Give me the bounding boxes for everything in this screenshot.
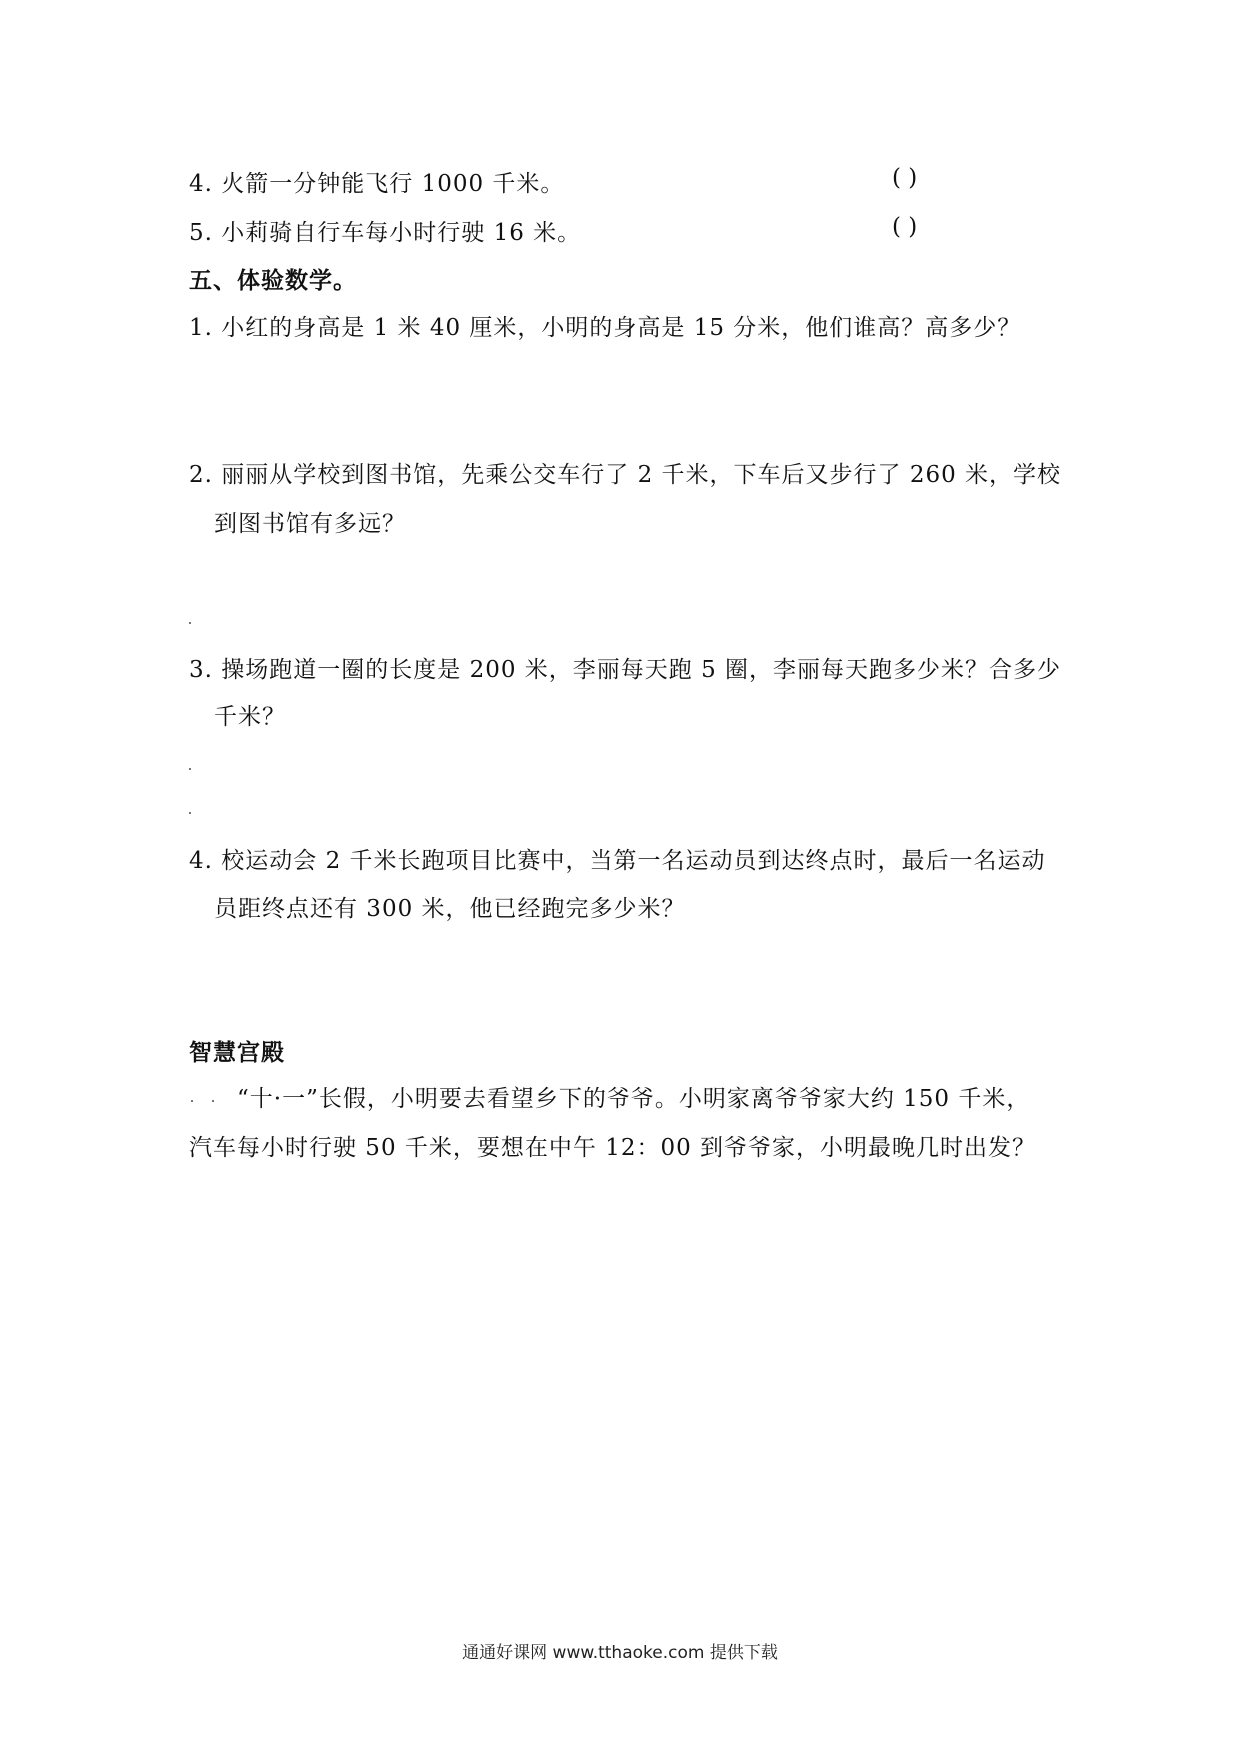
section-heading-5: 五、体验数学。 [189,268,357,294]
judge-item-4: 4. 火箭一分钟能飞行 1000 千米。 [189,171,565,197]
question-1: 1. 小红的身高是 1 米 40 厘米，小明的身高是 15 分米，他们谁高？高多少？ [189,315,1022,341]
palace-heading: 智慧宫殿 [189,1040,285,1066]
palace-problem-line-2: 汽车每小时行驶 50 千米，要想在中午 12：00 到爷爷家，小明最晚几时出发？ [189,1135,1037,1161]
judge-item-5: 5. 小莉骑自行车每小时行驶 16 米。 [189,220,582,246]
question-4-line-2: 员距终点还有 300 米，他已经跑完多少米？ [214,896,686,922]
question-2-line-1: 2. 丽丽从学校到图书馆，先乘公交车行了 2 千米，下车后又步行了 260 米，学校 [189,462,1062,488]
scan-speck [212,1100,214,1102]
answer-blank-5: ( ) [892,214,918,240]
scan-speck [189,768,191,770]
question-2-line-2: 到图书馆有多远？ [214,511,406,537]
footer-source: 通通好课网 www.tthaoke.com 提供下载 [462,1643,778,1663]
question-4-line-1: 4. 校运动会 2 千米长跑项目比赛中，当第一名运动员到达终点时，最后一名运动 [189,848,1046,874]
scan-speck [191,1100,193,1102]
question-3-line-1: 3. 操场跑道一圈的长度是 200 米，李丽每天跑 5 圈，李丽每天跑多少米？合多少 [189,657,1062,683]
scan-speck [189,812,191,814]
scan-speck [189,622,191,624]
palace-problem-line-1: “十·一”长假，小明要去看望乡下的爷爷。小明家离爷爷家大约 150 千米， [237,1086,1031,1112]
question-3-line-2: 千米？ [214,704,286,730]
answer-blank-4: ( ) [892,165,918,191]
